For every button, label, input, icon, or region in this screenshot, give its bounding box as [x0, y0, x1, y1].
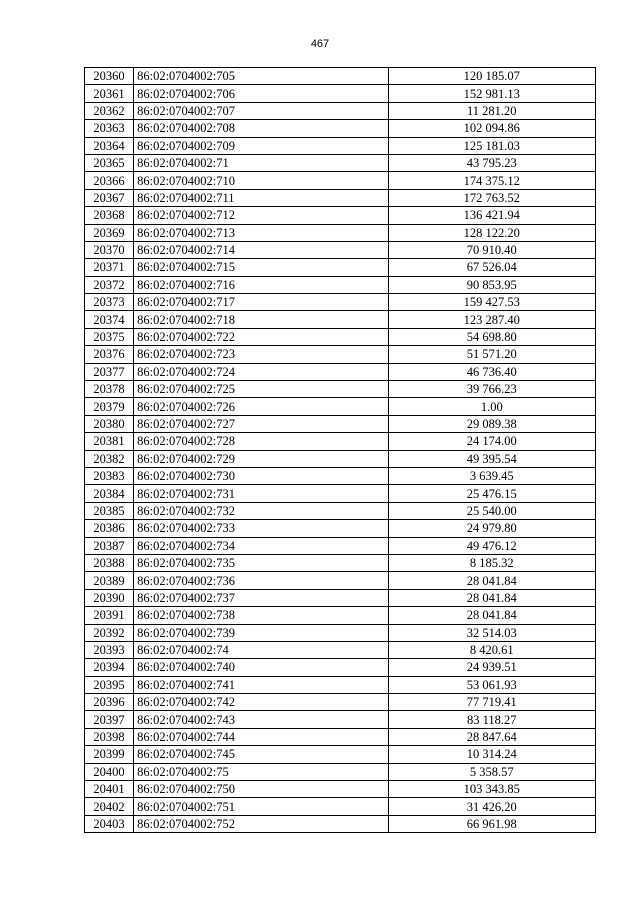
row-number-cell: 20383 — [85, 467, 134, 484]
row-number-cell: 20396 — [85, 694, 134, 711]
cadastral-number-cell: 86:02:0704002:737 — [134, 589, 388, 606]
table-row — [85, 398, 596, 415]
value-cell: 1.00 — [388, 398, 595, 415]
cadastral-number-cell: 86:02:0704002:751 — [134, 798, 388, 815]
table-row — [85, 189, 596, 206]
table-row — [85, 328, 596, 345]
table-row — [85, 641, 596, 658]
row-number-cell: 20390 — [85, 589, 134, 606]
table-row — [85, 537, 596, 554]
cadastral-number-cell: 86:02:0704002:734 — [134, 537, 388, 554]
cadastral-number-cell: 86:02:0704002:705 — [134, 68, 388, 85]
cadastral-number-cell: 86:02:0704002:708 — [134, 120, 388, 137]
cadastral-number-cell: 86:02:0704002:744 — [134, 728, 388, 745]
table-row — [85, 728, 596, 745]
table-row — [85, 467, 596, 484]
value-cell: 8 185.32 — [388, 554, 595, 571]
cadastral-number-cell: 86:02:0704002:731 — [134, 485, 388, 502]
value-cell: 70 910.40 — [388, 241, 595, 258]
cadastral-number-cell: 86:02:0704002:739 — [134, 624, 388, 641]
cadastral-number-cell: 86:02:0704002:738 — [134, 607, 388, 624]
row-number-cell: 20401 — [85, 781, 134, 798]
value-cell: 8 420.61 — [388, 641, 595, 658]
cadastral-number-cell: 86:02:0704002:706 — [134, 85, 388, 102]
cadastral-number-cell: 86:02:0704002:741 — [134, 676, 388, 693]
table-row — [85, 624, 596, 641]
row-number-cell: 20388 — [85, 554, 134, 571]
row-number-cell: 20376 — [85, 346, 134, 363]
row-number-cell: 20373 — [85, 294, 134, 311]
value-cell: 128 122.20 — [388, 224, 595, 241]
row-number-cell: 20395 — [85, 676, 134, 693]
table-row — [85, 276, 596, 293]
value-cell: 125 181.03 — [388, 137, 595, 154]
value-cell: 67 526.04 — [388, 259, 595, 276]
table-row — [85, 137, 596, 154]
cadastral-number-cell: 86:02:0704002:717 — [134, 294, 388, 311]
cadastral-number-cell: 86:02:0704002:715 — [134, 259, 388, 276]
row-number-cell: 20391 — [85, 607, 134, 624]
row-number-cell: 20387 — [85, 537, 134, 554]
table-row — [85, 520, 596, 537]
table-row — [85, 346, 596, 363]
table-row — [85, 659, 596, 676]
row-number-cell: 20363 — [85, 120, 134, 137]
cadastral-number-cell: 86:02:0704002:724 — [134, 363, 388, 380]
value-cell: 3 639.45 — [388, 467, 595, 484]
value-cell: 5 358.57 — [388, 763, 595, 780]
value-cell: 28 041.84 — [388, 607, 595, 624]
row-number-cell: 20399 — [85, 746, 134, 763]
cadastral-number-cell: 86:02:0704002:75 — [134, 763, 388, 780]
table-row — [85, 363, 596, 380]
table-row — [85, 798, 596, 815]
value-cell: 159 427.53 — [388, 294, 595, 311]
row-number-cell: 20364 — [85, 137, 134, 154]
cadastral-number-cell: 86:02:0704002:743 — [134, 711, 388, 728]
data-table — [84, 67, 596, 833]
row-number-cell: 20369 — [85, 224, 134, 241]
table-row — [85, 763, 596, 780]
value-cell: 53 061.93 — [388, 676, 595, 693]
value-cell: 29 089.38 — [388, 415, 595, 432]
table-row — [85, 433, 596, 450]
row-number-cell: 20370 — [85, 241, 134, 258]
cadastral-number-cell: 86:02:0704002:725 — [134, 381, 388, 398]
row-number-cell: 20394 — [85, 659, 134, 676]
row-number-cell: 20362 — [85, 102, 134, 119]
cadastral-number-cell: 86:02:0704002:733 — [134, 520, 388, 537]
table-row — [85, 381, 596, 398]
table-row — [85, 502, 596, 519]
table-row — [85, 154, 596, 171]
table-row — [85, 415, 596, 432]
value-cell: 28 041.84 — [388, 589, 595, 606]
value-cell: 103 343.85 — [388, 781, 595, 798]
value-cell: 172 763.52 — [388, 189, 595, 206]
table-row — [85, 815, 596, 832]
cadastral-number-cell: 86:02:0704002:722 — [134, 328, 388, 345]
row-number-cell: 20366 — [85, 172, 134, 189]
value-cell: 123 287.40 — [388, 311, 595, 328]
cadastral-number-cell: 86:02:0704002:710 — [134, 172, 388, 189]
cadastral-number-cell: 86:02:0704002:71 — [134, 154, 388, 171]
cadastral-number-cell: 86:02:0704002:726 — [134, 398, 388, 415]
cadastral-number-cell: 86:02:0704002:729 — [134, 450, 388, 467]
value-cell: 54 698.80 — [388, 328, 595, 345]
row-number-cell: 20382 — [85, 450, 134, 467]
row-number-cell: 20389 — [85, 572, 134, 589]
cadastral-number-cell: 86:02:0704002:745 — [134, 746, 388, 763]
value-cell: 174 375.12 — [388, 172, 595, 189]
cadastral-number-cell: 86:02:0704002:728 — [134, 433, 388, 450]
row-number-cell: 20380 — [85, 415, 134, 432]
value-cell: 39 766.23 — [388, 381, 595, 398]
row-number-cell: 20367 — [85, 189, 134, 206]
table-row — [85, 102, 596, 119]
row-number-cell: 20372 — [85, 276, 134, 293]
row-number-cell: 20374 — [85, 311, 134, 328]
row-number-cell: 20375 — [85, 328, 134, 345]
cadastral-number-cell: 86:02:0704002:730 — [134, 467, 388, 484]
row-number-cell: 20360 — [85, 68, 134, 85]
cadastral-number-cell: 86:02:0704002:709 — [134, 137, 388, 154]
cadastral-number-cell: 86:02:0704002:723 — [134, 346, 388, 363]
row-number-cell: 20378 — [85, 381, 134, 398]
value-cell: 66 961.98 — [388, 815, 595, 832]
cadastral-number-cell: 86:02:0704002:742 — [134, 694, 388, 711]
cadastral-number-cell: 86:02:0704002:735 — [134, 554, 388, 571]
cadastral-number-cell: 86:02:0704002:732 — [134, 502, 388, 519]
value-cell: 32 514.03 — [388, 624, 595, 641]
table-row — [85, 259, 596, 276]
table-row — [85, 172, 596, 189]
table-row — [85, 746, 596, 763]
table-row — [85, 589, 596, 606]
value-cell: 77 719.41 — [388, 694, 595, 711]
value-cell: 83 118.27 — [388, 711, 595, 728]
table-row — [85, 450, 596, 467]
table-row — [85, 120, 596, 137]
value-cell: 24 174.00 — [388, 433, 595, 450]
value-cell: 43 795.23 — [388, 154, 595, 171]
value-cell: 31 426.20 — [388, 798, 595, 815]
value-cell: 49 476.12 — [388, 537, 595, 554]
cadastral-number-cell: 86:02:0704002:736 — [134, 572, 388, 589]
table-row — [85, 572, 596, 589]
value-cell: 51 571.20 — [388, 346, 595, 363]
page-number: 467 — [310, 38, 330, 50]
value-cell: 24 979.80 — [388, 520, 595, 537]
table-row — [85, 294, 596, 311]
value-cell: 25 540.00 — [388, 502, 595, 519]
value-cell: 28 041.84 — [388, 572, 595, 589]
value-cell: 102 094.86 — [388, 120, 595, 137]
row-number-cell: 20402 — [85, 798, 134, 815]
row-number-cell: 20384 — [85, 485, 134, 502]
table-body — [85, 68, 596, 833]
row-number-cell: 20371 — [85, 259, 134, 276]
row-number-cell: 20400 — [85, 763, 134, 780]
cadastral-number-cell: 86:02:0704002:727 — [134, 415, 388, 432]
value-cell: 136 421.94 — [388, 207, 595, 224]
cadastral-number-cell: 86:02:0704002:750 — [134, 781, 388, 798]
table-row — [85, 207, 596, 224]
value-cell: 120 185.07 — [388, 68, 595, 85]
cadastral-number-cell: 86:02:0704002:713 — [134, 224, 388, 241]
value-cell: 46 736.40 — [388, 363, 595, 380]
table-row — [85, 311, 596, 328]
cadastral-number-cell: 86:02:0704002:752 — [134, 815, 388, 832]
row-number-cell: 20381 — [85, 433, 134, 450]
cadastral-number-cell: 86:02:0704002:740 — [134, 659, 388, 676]
cadastral-number-cell: 86:02:0704002:74 — [134, 641, 388, 658]
cadastral-number-cell: 86:02:0704002:716 — [134, 276, 388, 293]
row-number-cell: 20386 — [85, 520, 134, 537]
value-cell: 10 314.24 — [388, 746, 595, 763]
table-row — [85, 68, 596, 85]
row-number-cell: 20361 — [85, 85, 134, 102]
cadastral-number-cell: 86:02:0704002:718 — [134, 311, 388, 328]
value-cell: 11 281.20 — [388, 102, 595, 119]
table-row — [85, 781, 596, 798]
table-row — [85, 607, 596, 624]
row-number-cell: 20365 — [85, 154, 134, 171]
row-number-cell: 20368 — [85, 207, 134, 224]
cadastral-number-cell: 86:02:0704002:712 — [134, 207, 388, 224]
table-row — [85, 711, 596, 728]
cadastral-number-cell: 86:02:0704002:711 — [134, 189, 388, 206]
value-cell: 28 847.64 — [388, 728, 595, 745]
table-row — [85, 85, 596, 102]
row-number-cell: 20398 — [85, 728, 134, 745]
table-row — [85, 676, 596, 693]
cadastral-number-cell: 86:02:0704002:714 — [134, 241, 388, 258]
table-row — [85, 485, 596, 502]
cadastral-number-cell: 86:02:0704002:707 — [134, 102, 388, 119]
row-number-cell: 20392 — [85, 624, 134, 641]
row-number-cell: 20403 — [85, 815, 134, 832]
table-row — [85, 694, 596, 711]
row-number-cell: 20397 — [85, 711, 134, 728]
table-row — [85, 241, 596, 258]
row-number-cell: 20379 — [85, 398, 134, 415]
row-number-cell: 20377 — [85, 363, 134, 380]
value-cell: 152 981.13 — [388, 85, 595, 102]
table-row — [85, 554, 596, 571]
value-cell: 25 476.15 — [388, 485, 595, 502]
value-cell: 49 395.54 — [388, 450, 595, 467]
row-number-cell: 20385 — [85, 502, 134, 519]
table-row — [85, 224, 596, 241]
value-cell: 24 939.51 — [388, 659, 595, 676]
row-number-cell: 20393 — [85, 641, 134, 658]
value-cell: 90 853.95 — [388, 276, 595, 293]
